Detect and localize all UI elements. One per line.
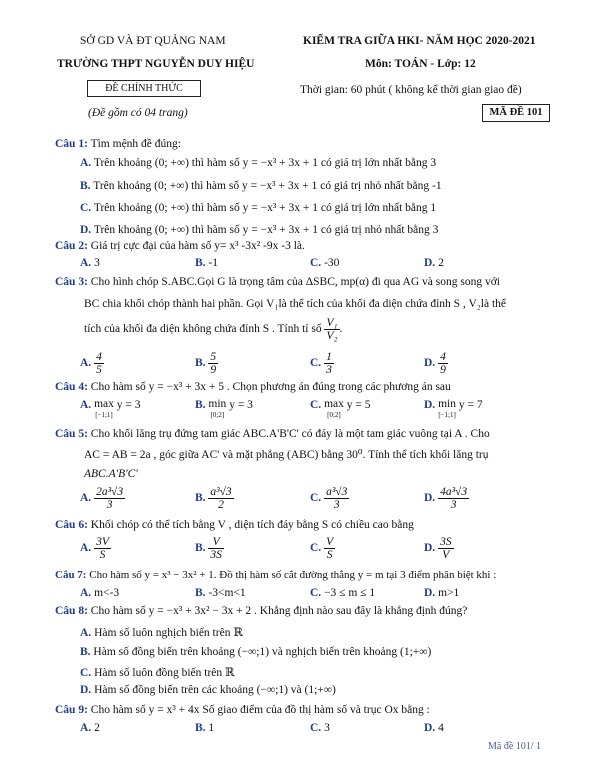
q4-option-c: C. max [0;2] y = 5 <box>310 398 371 419</box>
q3-option-b: B. $\frac{5}{9}$ <box>195 351 217 376</box>
question-1: Câu 1: Tìm mệnh đề đúng: <box>55 138 181 150</box>
exam-code-box <box>482 104 550 122</box>
q6-option-b: B. $\frac{V}{3S}$ <box>195 536 222 561</box>
q2-option-d: D. 2 <box>424 257 444 269</box>
q4-option-d: D. min [−1;1] y = 7 <box>424 398 483 419</box>
q8-option-a: A. Hàm số luôn nghịch biến trên ℝ <box>80 627 243 639</box>
q1-option-b: B. Trên khoảng (0; +∞) thì hàm số y = −x³ + 3x + 1 có giá trị nhỏ nhất bằng -1 <box>80 180 442 192</box>
q5-option-d: D. $\frac{\text{4a³√3}}{3}$ <box>424 486 468 511</box>
question-2: Câu 2: Giá trị cực đại của hàm số y= x³ -3x² -9x -3 là. <box>55 240 305 252</box>
school-name: TRƯỜNG THPT NGUYỄN DUY HIỆU <box>57 58 255 70</box>
pages-note: (Đề gồm có 04 trang) <box>88 107 188 119</box>
q5-option-a: A. $\frac{\text{2a³√3}}{3}$ <box>80 486 124 511</box>
exam-title: KIỂM TRA GIỮA HKI- NĂM HỌC 2020-2021 <box>303 35 536 47</box>
exam-code: MÃ ĐỀ 101 <box>489 107 543 118</box>
question-6: Câu 6: Khối chóp có thể tích bằng V , diện tích đáy bằng S có chiều cao bằng <box>55 519 414 531</box>
department-name: SỞ GD VÀ ĐT QUẢNG NAM <box>80 35 226 47</box>
subject-line: Môn: TOÁN - Lớp: 12 <box>365 58 476 70</box>
time-info: Thời gian: 60 phút ( không kể thời gian giao đề) <box>300 84 522 96</box>
q1-option-a: A. Trên khoảng (0; +∞) thì hàm số y = −x³ + 3x + 1 có giá trị lớn nhất bằng 3 <box>80 157 437 169</box>
q9-option-d: D. 4 <box>424 722 444 734</box>
page-footer: Mã đề 101/ 1 <box>488 741 542 752</box>
question-5: Câu 5: Cho khối lăng trụ đứng tam giác ABC.A'B'C' có đáy là một tam giác vuông tại A . Cho <box>55 428 490 440</box>
q4-option-a: A. max [−1;1] y = 3 <box>80 398 141 419</box>
q9-option-c: C. 3 <box>310 722 330 734</box>
official-badge <box>87 80 201 97</box>
official-label: ĐỀ CHÍNH THỨC <box>105 83 183 94</box>
question-9: Câu 9: Cho hàm số y = x³ + 4x Số giao điểm của đồ thị hàm số và trục Ox bằng : <box>55 704 430 716</box>
q7-option-d: D. m>1 <box>424 587 460 599</box>
q3-text-line2: BC chia khối chóp thành hai phần. Gọi V₁là thể tích của khối đa diện chứa đỉnh S , V₂là thể <box>84 298 506 310</box>
q9-option-b: B. 1 <box>195 722 215 734</box>
q6-option-d: D. $\frac{3S}{V}$ <box>424 536 452 561</box>
q5-text-line3: ABC.A'B'C' <box>84 468 138 480</box>
q8-option-b: B. Hàm số đồng biến trên khoảng (−∞;1) và nghịch biến trên khoảng (1;+∞) <box>80 646 432 658</box>
question-8: Câu 8: Cho hàm số y = −x³ + 3x² − 3x + 2 . Khẳng định nào sau đây là khẳng định đúng? <box>55 605 468 617</box>
q6-option-a: A. $\frac{3V}{S}$ <box>80 536 109 561</box>
q8-option-d: D. Hàm số đồng biến trên các khoảng (−∞;1) và (1;+∞) <box>80 684 336 696</box>
q2-option-a: A. 3 <box>80 257 100 269</box>
q2-option-b: B. -1 <box>195 257 219 269</box>
q5-option-c: C. $\frac{\text{a³√3}}{3}$ <box>310 486 348 511</box>
q1-option-c: C. Trên khoảng (0; +∞) thì hàm số y = −x³ + 3x + 1 có giá trị lớn nhất bằng 1 <box>80 202 437 214</box>
question-3: Câu 3: Cho hình chóp S.ABC.Gọi G là trọng tâm của ΔSBC, mp(α) đi qua AG và song song với <box>55 276 500 288</box>
q9-option-a: A. 2 <box>80 722 100 734</box>
q7-option-c: C. −3 ≤ m ≤ 1 <box>310 587 376 599</box>
q3-option-c: C. $\frac{1}{3}$ <box>310 351 332 376</box>
q7-option-b: B. -3<m<1 <box>195 587 246 599</box>
q4-option-b: B. min [0;2] y = 3 <box>195 398 253 419</box>
question-7: Câu 7: Cho hàm số y = x³ − 3x² + 1. Đồ thị hàm số cắt đường thẳng y = m tại 3 điểm phân biệt khi : <box>55 569 497 581</box>
q5-option-b: B. $\frac{\text{a³√3}}{2}$ <box>195 486 232 511</box>
q3-text-line3: tích của khối đa diện không chứa đỉnh S . Tính tỉ số $\frac{\text{V₁}}{\text{V₂}}$ . <box>84 317 343 342</box>
q5-text-line2: AC = AB = 2a , góc giữa AC' và mặt phẳng (ABC) bằng 30⁰. Tính thể tích khối lăng trụ <box>84 449 489 461</box>
q2-option-c: C. -30 <box>310 257 340 269</box>
q1-option-d: D. Trên khoảng (0; +∞) thì hàm số y = −x³ + 3x + 1 có giá trị nhỏ nhất bằng 3 <box>80 224 439 236</box>
q3-ratio: $\frac{\text{V₁}}{\text{V₂}}$ <box>326 317 338 342</box>
question-4: Câu 4: Cho hàm số y = −x³ + 3x + 5 . Chọn phương án đúng trong các phương án sau <box>55 381 451 393</box>
q6-option-c: C. $\frac{V}{S}$ <box>310 536 334 561</box>
q7-option-a: A. m<-3 <box>80 587 120 599</box>
q8-option-c: C. Hàm số luôn đồng biến trên ℝ <box>80 667 235 679</box>
q3-option-a: A. $\frac{4}{5}$ <box>80 351 102 376</box>
q3-option-d: D. $\frac{4}{9}$ <box>424 351 446 376</box>
